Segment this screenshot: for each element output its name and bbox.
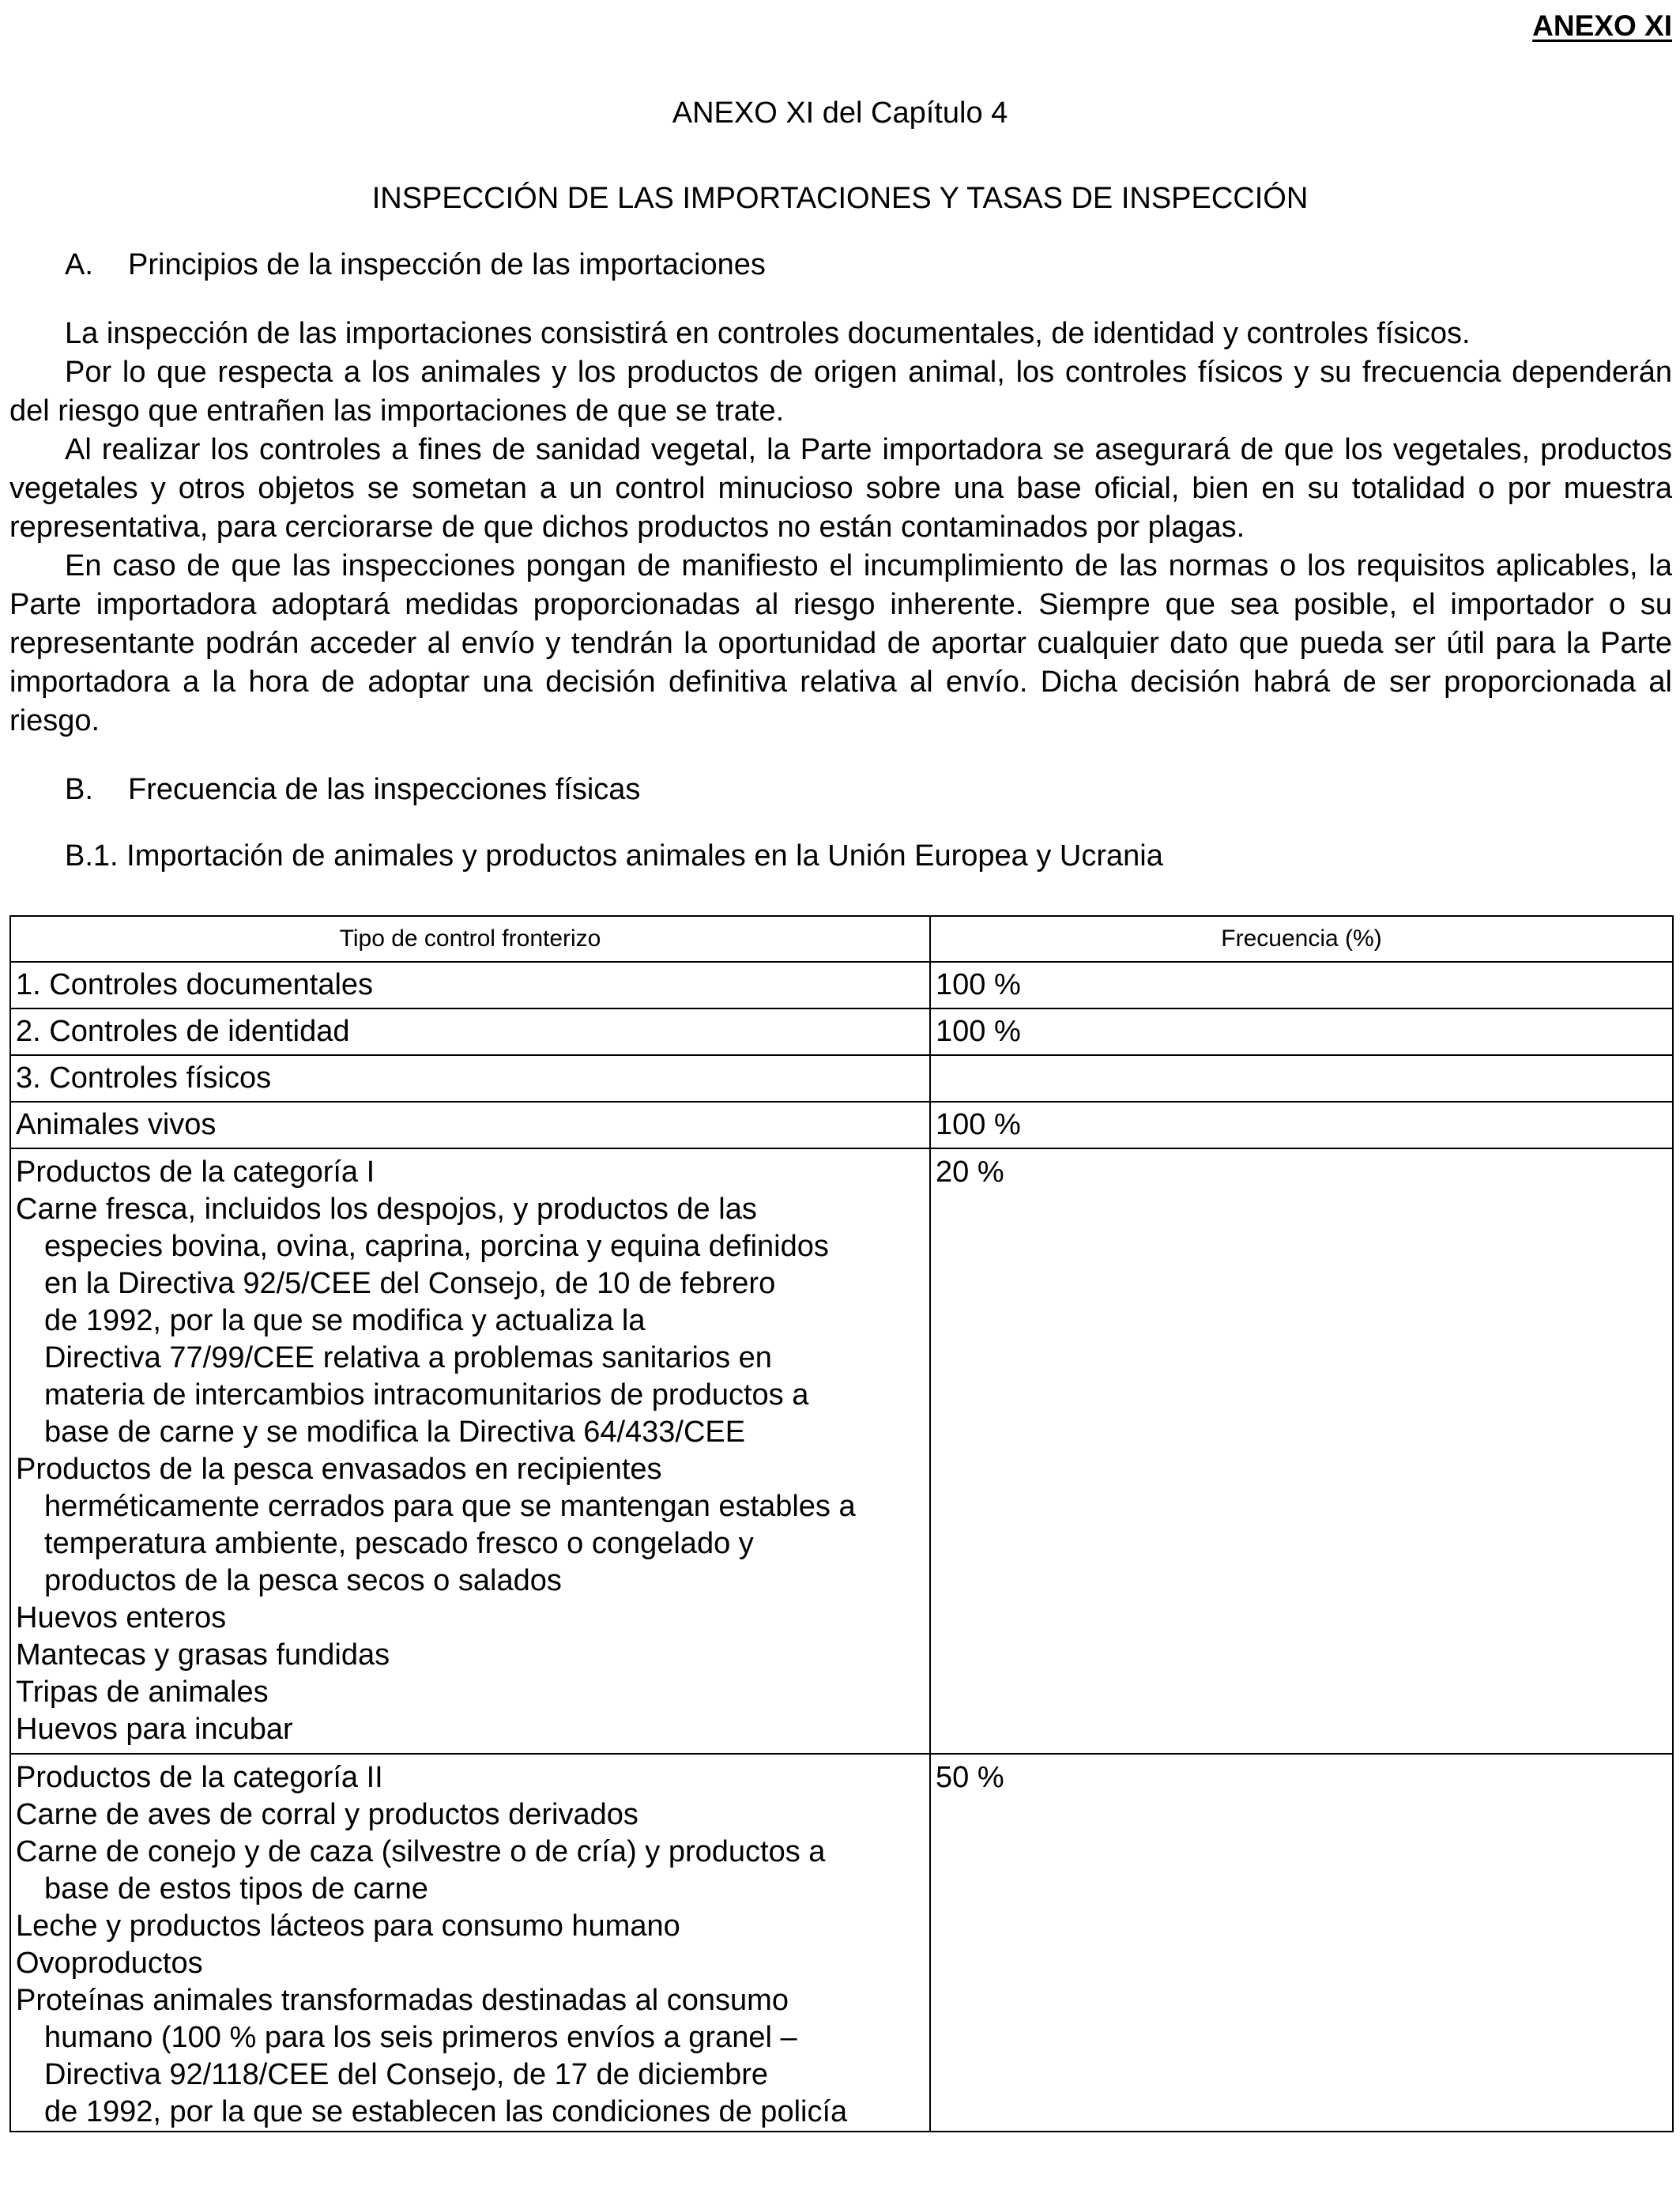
column-header-frequency: Frecuencia (%) [930, 916, 1673, 962]
product-line: herméticamente cerrados para que se mantengan estables a [44, 1490, 856, 1523]
section-a-letter: A. [65, 248, 93, 281]
section-b1-heading: B.1. Importación de animales y productos animales en la Unión Europea y Ucrania [65, 839, 1163, 873]
product-line: en la Directiva 92/5/CEE del Consejo, de 10 de febrero [44, 1267, 776, 1300]
category-1-frequency: 20 % [930, 1148, 1673, 1754]
section-b-heading [65, 773, 640, 807]
product-line: Directiva 92/118/CEE del Consejo, de 17 de diciembre [44, 2058, 769, 2091]
frequency-cell: 100 % [930, 1008, 1673, 1055]
frequency-cell: 100 % [930, 962, 1673, 1008]
product-line: Carne de aves de corral y productos derivados [16, 1798, 638, 1831]
product-line: Huevos enteros [16, 1601, 227, 1634]
product-line: humano (100 % para los seis primeros envíos a granel – [44, 2021, 797, 2054]
category-1-title: Productos de la categoría I [16, 1155, 375, 1189]
control-type-cell: 1. Controles documentales [10, 962, 930, 1008]
product-line: de 1992, por la que se modifica y actualiza la [44, 1304, 646, 1337]
frequency-table [9, 915, 1674, 2132]
table-row [10, 1008, 1673, 1055]
paragraph: Al realizar los controles a fines de sanidad vegetal, la Parte importadora se asegurará de que los vegetales, productos vegetales y otros objetos se sometan a un control minucioso sobre una base oficial, bien en su totalidad o por muestra representativa, para cerciorarse de que dichos productos no están contaminados por plagas. [9, 433, 1672, 544]
annex-tag: ANEXO XI [1532, 9, 1672, 42]
product-line: Leche y productos lácteos para consumo humano [16, 1909, 680, 1943]
control-type-cell: 3. Controles físicos [10, 1055, 930, 1102]
table-row-category-1 [10, 1148, 1673, 1754]
frequency-cell: 100 % [930, 1102, 1673, 1148]
main-title: INSPECCIÓN DE LAS IMPORTACIONES Y TASAS DE INSPECCIÓN [371, 182, 1309, 215]
product-line: de 1992, por la que se establecen las condiciones de policía [44, 2095, 848, 2128]
product-line: productos de la pesca secos o salados [44, 1564, 562, 1597]
product-line: Proteínas animales transformadas destinadas al consumo [16, 1984, 789, 2017]
control-type-cell: 2. Controles de identidad [10, 1008, 930, 1055]
product-line: materia de intercambios intracomunitarios de productos a [44, 1378, 809, 1412]
product-line: base de estos tipos de carne [44, 1872, 428, 1906]
control-type-cell: Animales vivos [10, 1102, 930, 1148]
product-line: Carne de conejo y de caza (silvestre o de cría) y productos a [16, 1835, 826, 1868]
paragraph: Por lo que respecta a los animales y los productos de origen animal, los controles físicos y su frecuencia dependerán del riesgo que entrañen las importaciones de que se trate. [9, 356, 1672, 428]
product-line: base de carne y se modifica la Directiva 64/433/CEE [44, 1416, 746, 1449]
table-row [10, 1102, 1673, 1148]
column-header-type: Tipo de control fronterizo [10, 916, 930, 962]
section-a-body [9, 315, 1672, 741]
product-line: Ovoproductos [16, 1947, 203, 1980]
frequency-cell [930, 1055, 1673, 1102]
category-1-cell [10, 1148, 930, 1754]
product-line: Mantecas y grasas fundidas [16, 1638, 390, 1672]
product-line: Tripas de animales [16, 1676, 269, 1709]
section-a-title: Principios de la inspección de las importaciones [128, 248, 766, 281]
section-a-heading [65, 248, 766, 282]
paragraph: La inspección de las importaciones consistirá en controles documentales, de identidad y controles físicos. [65, 317, 1471, 350]
category-2-cell [10, 1754, 930, 2132]
product-line: Huevos para incubar [16, 1713, 293, 1746]
product-line: Productos de la pesca envasados en recipientes [16, 1453, 662, 1486]
annex-title: ANEXO XI del Capítulo 4 [672, 96, 1008, 130]
table-row [10, 1055, 1673, 1102]
paragraph: En caso de que las inspecciones pongan de manifiesto el incumplimiento de las normas o los requisitos aplicables, la Parte importadora adoptará medidas proporcionadas al riesgo inherente. Siempre que sea posible, el importador o su representante podrán acceder al envío y tendrán la oportunidad de aportar cualquier dato que pueda ser útil para la Parte importadora a la hora de adoptar una decisión definitiva relativa al envío. Dicha decisión habrá de ser proporcionada al riesgo. [9, 549, 1672, 737]
section-b-letter: B. [65, 773, 93, 806]
table-header-row [10, 916, 1673, 962]
product-line: Directiva 77/99/CEE relativa a problemas sanitarios en [44, 1341, 772, 1374]
product-line: Carne fresca, incluidos los despojos, y productos de las [16, 1193, 757, 1226]
category-2-title: Productos de la categoría II [16, 1761, 383, 1794]
category-2-frequency: 50 % [930, 1754, 1673, 2132]
product-line: temperatura ambiente, pescado fresco o congelado y [44, 1527, 754, 1560]
table-row [10, 962, 1673, 1008]
product-line: especies bovina, ovina, caprina, porcina y equina definidos [44, 1230, 829, 1263]
section-b-title: Frecuencia de las inspecciones físicas [128, 773, 641, 806]
table-row-category-2 [10, 1754, 1673, 2132]
